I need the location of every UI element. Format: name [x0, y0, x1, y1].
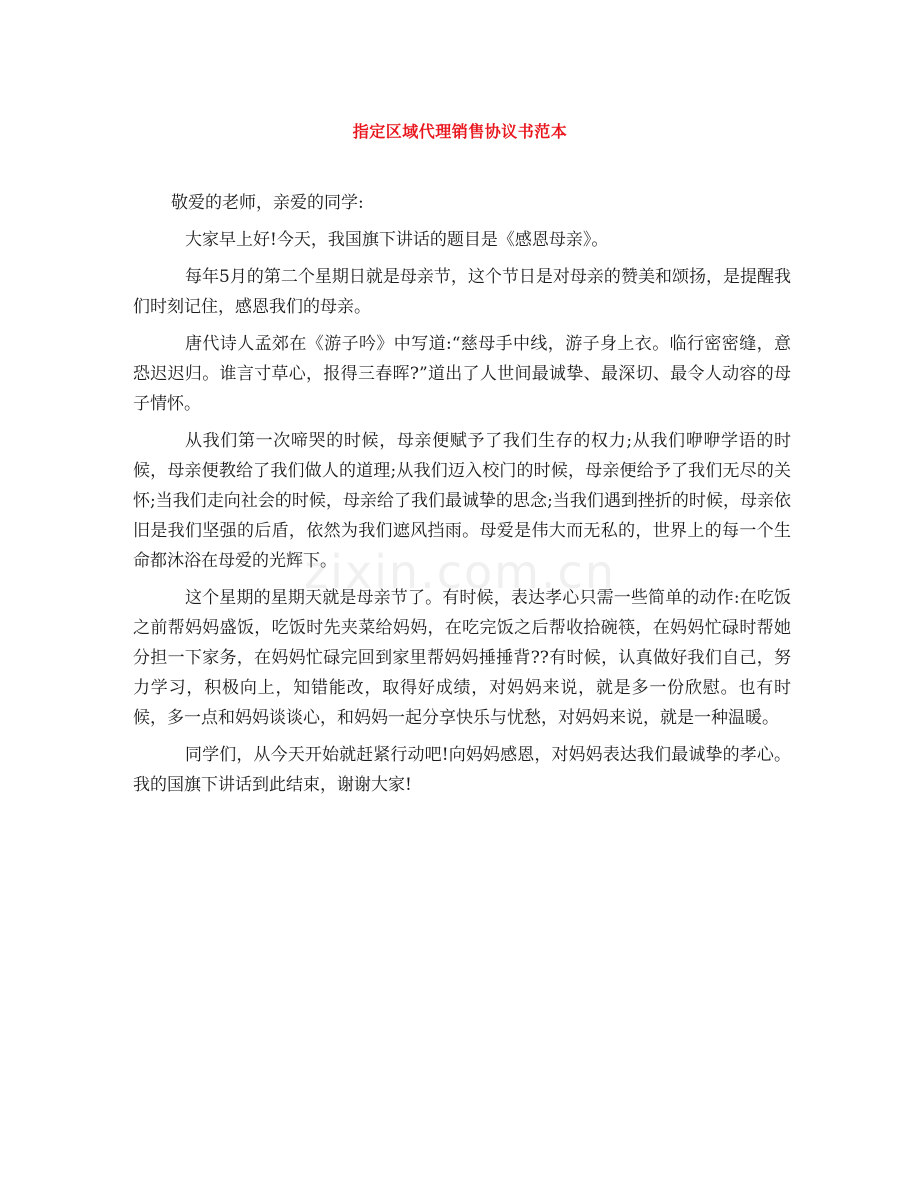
paragraph-3: 唐代诗人孟郊在《游子吟》中写道:“慈母手中线，游子身上衣。临行密密缝，意恐迟迟归。谁言寸草心，报得三春晖?”道出了人世间最诚挚、最深切、最令人动容的母子情怀。 — [133, 334, 791, 414]
watermark: zixin.com.cn — [303, 545, 617, 599]
document-body — [133, 188, 791, 807]
paragraph-1: 大家早上好!今天，我国旗下讲话的题目是《感恩母亲》。 — [185, 230, 609, 250]
paragraph-2: 每年5月的第二个星期日就是母亲节，这个节日是对母亲的赞美和颂扬，是提醒我们时刻记住，感恩我们的母亲。 — [133, 267, 791, 317]
document-title: 指定区域代理销售协议书范本 — [352, 122, 568, 141]
paragraph-4: 从我们第一次啼哭的时候，母亲便赋予了我们生存的权力;从我们咿咿学语的时候，母亲便教给了我们做人的道理;从我们迈入校门的时候，母亲便给予了我们无尽的关怀;当我们走向社会的时候，母亲给了我们最诚挚的思念;当我们遇到挫折的时候，母亲依旧是我们坚强的后盾，依然为我们遮风挡雨。母爱是伟大而无私的，世界上的每一个生命都沐浴在母爱的光辉下。 — [133, 431, 791, 571]
paragraph-6: 同学们，从今天开始就赶紧行动吧!向妈妈感恩，对妈妈表达我们最诚挚的孝心。我的国旗下讲话到此结束，谢谢大家! — [133, 745, 791, 795]
greeting-line: 敬爱的老师，亲爱的同学: — [171, 193, 364, 213]
paragraph-5: 这个星期的星期天就是母亲节了。有时候，表达孝心只需一些简单的动作:在吃饭之前帮妈妈盛饭，吃饭时先夹菜给妈妈，在吃完饭之后帮收拾碗筷，在妈妈忙碌时帮她分担一下家务，在妈妈忙碌完回到家里帮妈妈捶捶背??有时候，认真做好我们自己，努力学习，积极向上，知错能改，取得好成绩，对妈妈来说，就是多一份欣慰。也有时候，多一点和妈妈谈谈心，和妈妈一起分享快乐与忧愁，对妈妈来说，就是一种温暖。 — [133, 588, 791, 728]
